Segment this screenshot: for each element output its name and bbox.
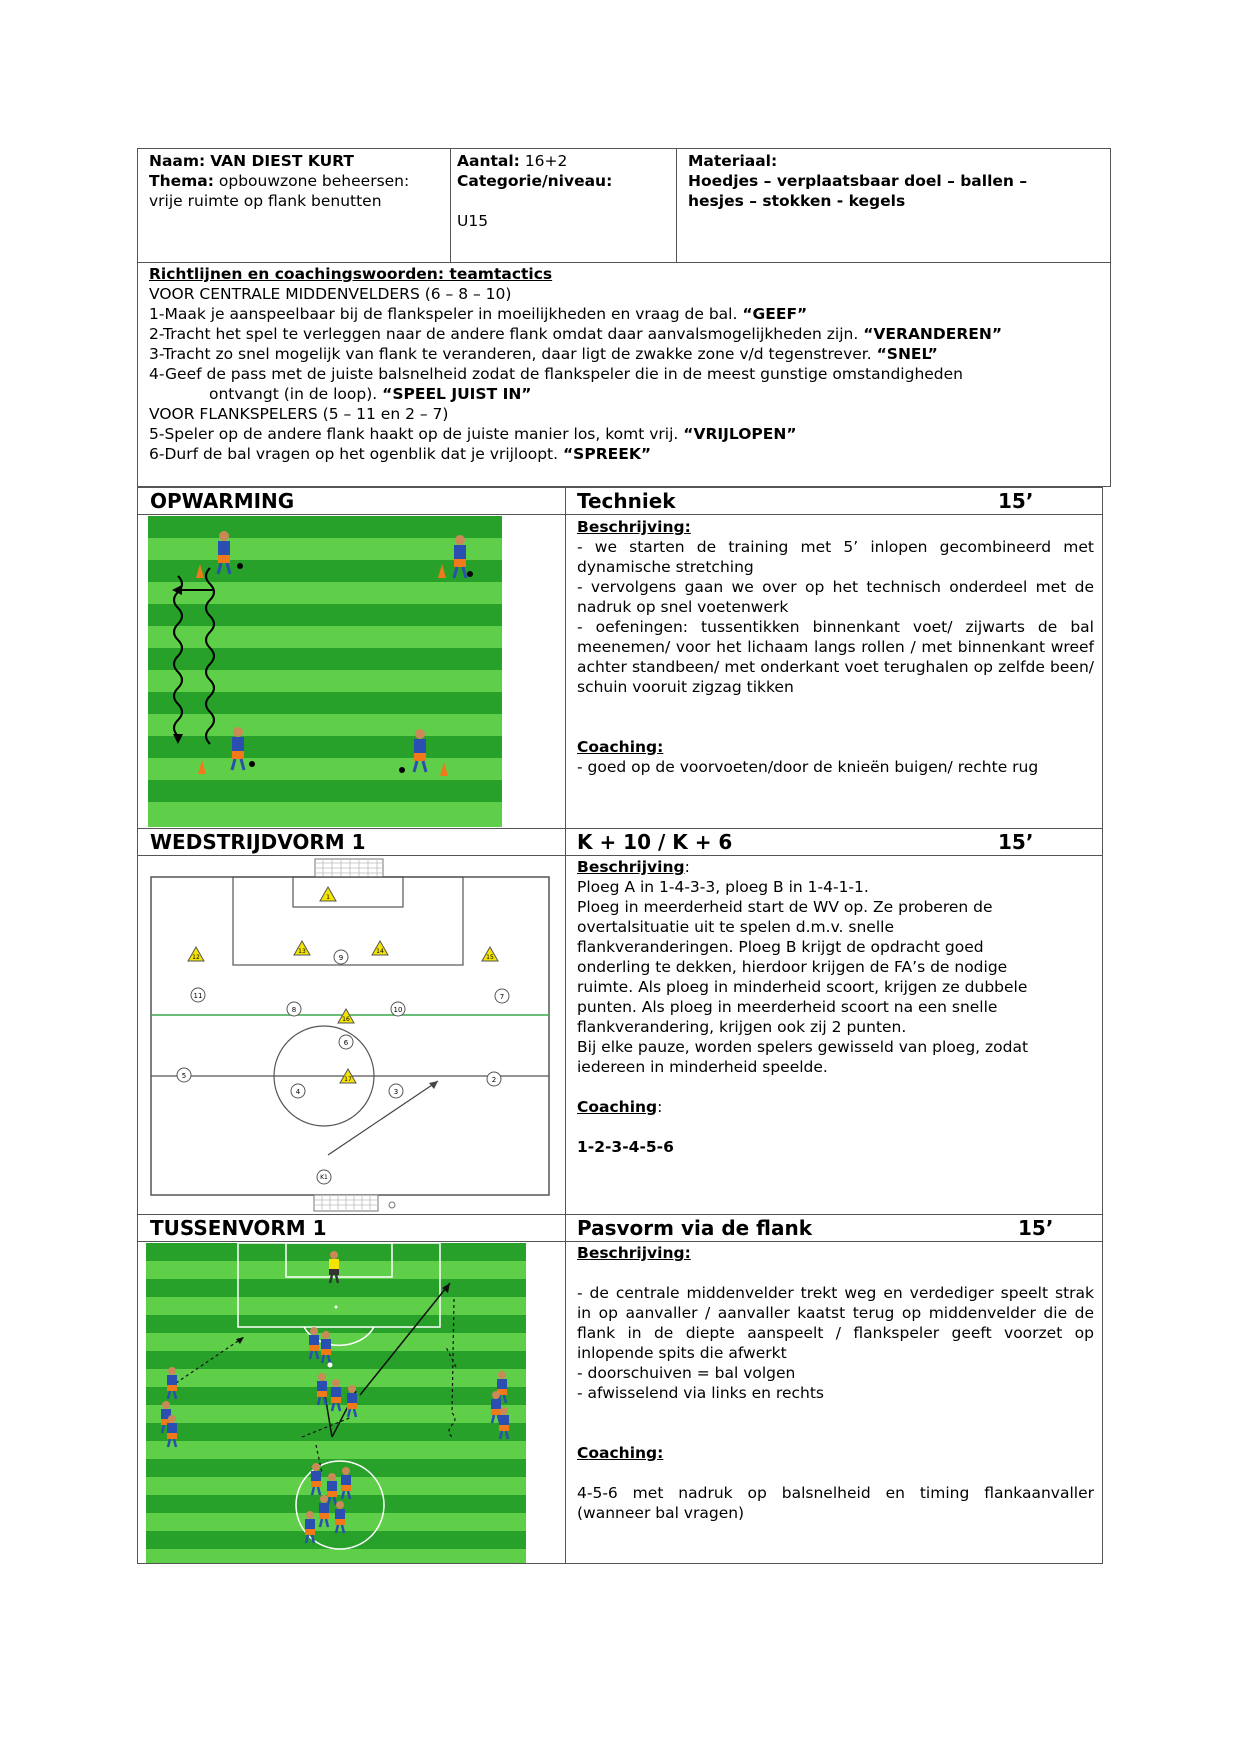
guideline-4a: 4-Geef de pass met de juiste balsnelheid zodat de flankspeler die in de meest gunstige omstandigheden	[149, 365, 963, 383]
thema-value-2: vrije ruimte op flank benutten	[149, 192, 382, 210]
section-1-coach: - goed op de voorvoeten/door de knieën buigen/ rechte rug	[577, 758, 1039, 776]
section-2-coach: 1-2-3-4-5-6	[577, 1138, 674, 1156]
team-a-player	[495, 989, 509, 1003]
row-line-2	[137, 828, 1103, 829]
section-3-desc-label: Beschrijving:	[577, 1244, 691, 1262]
section-3-subject: Pasvorm via de flank	[577, 1216, 813, 1240]
keyword-6: “SPREEK”	[563, 445, 652, 463]
guidelines-text	[149, 264, 1104, 464]
section-2-desc-1: Ploeg A in 1-4-3-3, ploeg B in 1-4-1-1.	[577, 878, 869, 896]
guideline-5: 5-Speler op de andere flank haakt op de juiste manier los, komt vrij.	[149, 425, 679, 443]
naam-value: VAN DIEST KURT	[210, 152, 354, 170]
section-2-duration: 15’	[998, 830, 1034, 854]
section-1-desc-1: - we starten de training met 5’ inlopen gecombineerd met dynamische stretching	[577, 538, 1094, 576]
guideline-2: 2-Tracht het spel te verleggen naar de andere flank omdat daar aanvalsmogelijkheden zijn.	[149, 325, 859, 343]
passing-diagram	[146, 1243, 526, 1563]
svg-text:3: 3	[393, 1088, 399, 1096]
grass-stripes	[148, 516, 502, 827]
svg-text:2: 2	[491, 1076, 497, 1084]
keyword-5: “VRIJLOPEN”	[683, 425, 797, 443]
guideline-3: 3-Tracht zo snel mogelijk van flank te veranderen, daar ligt de zwakke zone v/d tegenstrever.	[149, 345, 872, 363]
section-3-duration: 15’	[1018, 1216, 1054, 1240]
aantal-label: Aantal:	[457, 152, 520, 170]
svg-text:4: 4	[295, 1088, 301, 1096]
naam-label: Naam:	[149, 152, 206, 170]
ball-icon	[467, 571, 473, 577]
guideline-1: 1-Maak je aanspeelbaar bij de flankspeler in moeilijkheden en vraag de bal.	[149, 305, 738, 323]
team-a-goalkeeper	[317, 1170, 331, 1184]
section-1-coach-label: Coaching:	[577, 738, 664, 756]
aantal-value: 16+2	[524, 152, 568, 170]
svg-text:16: 16	[342, 1016, 350, 1023]
section-3-title: TUSSENVORM 1	[150, 1216, 327, 1240]
section-2-desc-label: Beschrijving	[577, 858, 685, 876]
ball-icon	[399, 767, 405, 773]
section-1-subject: Techniek	[577, 489, 676, 513]
materiaal-value-1: Hoedjes – verplaatsbaar doel – ballen –	[688, 172, 1028, 190]
section-2-subject: K + 10 / K + 6	[577, 830, 733, 854]
svg-text:6: 6	[343, 1039, 349, 1047]
materiaal-label: Materiaal:	[688, 152, 778, 170]
svg-text:K1: K1	[320, 1174, 328, 1181]
categorie-label: Categorie/niveau:	[457, 172, 613, 190]
team-a-player	[487, 1072, 501, 1086]
keyword-3: “SNEL”	[876, 345, 938, 363]
svg-text:10: 10	[393, 1006, 403, 1014]
svg-text:15: 15	[486, 954, 494, 961]
section-1-duration: 15’	[998, 489, 1034, 513]
section-3-desc-2: - doorschuiven = bal volgen	[577, 1364, 796, 1382]
row-line-5	[137, 1241, 1103, 1242]
match-diagram	[148, 857, 552, 1212]
section-2-text: Beschrijving: Ploeg A in 1-4-3-3, ploeg B in 1-4-1-1. Ploeg in meerderheid start de WV op. Ze proberen de overtalsituatie uit te spelen d.m.v. snelle flankveranderingen. Ploeg B krijgt de opdracht goed onderling te dekken, hierdoor krijgen de FA’s de nodige ruimte. Als ploeg in minderheid scoort, krijgen ze dubbele punten. Als ploeg in meerderheid scoort na een snelle flankverandering, krijgen ook zij 2 punten. Bij elke pauze, worden spelers gewisseld van ploeg, zodat iedereen in minderheid speelde. Coaching: 1-2-3-4-5-6	[577, 857, 1094, 1157]
section-3-coach-label: Coaching:	[577, 1444, 664, 1462]
section-2-desc-3: Bij elke pauze, worden spelers gewisseld van ploeg, zodat iedereen in minderheid speelde.	[577, 1038, 1029, 1076]
section-1-desc-label: Beschrijving:	[577, 518, 691, 536]
row-line-1	[137, 514, 1103, 515]
guidelines-group-1: VOOR CENTRALE MIDDENVELDERS (6 – 8 – 10)	[149, 285, 512, 303]
thema-label: Thema:	[149, 172, 214, 190]
team-a-player	[334, 950, 348, 964]
svg-text:1: 1	[326, 894, 330, 901]
guidelines-group-2: VOOR FLANKSPELERS (5 – 11 en 2 – 7)	[149, 405, 449, 423]
row-line-3	[137, 855, 1103, 856]
team-a-player	[389, 1084, 403, 1098]
team-a-player	[291, 1084, 305, 1098]
ball-icon	[249, 761, 255, 767]
team-a-player	[177, 1068, 191, 1082]
section-1-desc-2: - vervolgens gaan we over op het technisch onderdeel met de nadruk op snel voetenwerk	[577, 578, 1094, 616]
guideline-4b: ontvangt (in de loop).	[209, 385, 378, 403]
section-2-coach-label: Coaching	[577, 1098, 658, 1116]
materiaal-value-2: hesjes – stokken - kegels	[688, 192, 906, 210]
header-aantal-cell	[457, 151, 672, 231]
categorie-value: U15	[457, 212, 489, 230]
section-1-title: OPWARMING	[150, 489, 295, 513]
header-materiaal-cell	[688, 151, 1103, 211]
guideline-6: 6-Durf de bal vragen op het ogenblik dat je vrijloopt.	[149, 445, 559, 463]
section-2-title: WEDSTRIJDVORM 1	[150, 830, 366, 854]
header-divider-1	[450, 148, 451, 263]
section-2-desc-2: Ploeg in meerderheid start de WV op. Ze proberen de overtalsituatie uit te spelen d.m.v. snelle flankveranderingen. Ploeg B krijgt de opdracht goed onderling te dekken, hierdoor krijgen de FA’s de nodige ruimte. Als ploeg in minderheid scoort, krijgen ze dubbele punten. Als ploeg in meerderheid scoort na een snelle flankverandering, krijgen ook zij 2 punten.	[577, 898, 1028, 1036]
ball-icon	[328, 1363, 333, 1368]
team-a-player	[191, 988, 205, 1002]
keyword-4: “SPEEL JUIST IN”	[382, 385, 532, 403]
svg-text:9: 9	[338, 954, 344, 962]
section-1-text	[577, 517, 1094, 777]
section-3-desc-1: - de centrale middenvelder trekt weg en verdediger speelt strak in op aanvaller / aanvaller kaatst terug op middenvelder die de flank in de diepte aanspeelt / flankspeler geeft voorzet op inlopende spits die afwerkt	[577, 1284, 1094, 1362]
keyword-1: “GEEF”	[742, 305, 808, 323]
svg-text:14: 14	[376, 948, 384, 955]
section-3-coach: 4-5-6 met nadruk op balsnelheid en timing flankaanvaller (wanneer bal vragen)	[577, 1484, 1094, 1522]
team-a-player	[339, 1035, 353, 1049]
warmup-diagram	[148, 516, 502, 827]
svg-text:17: 17	[344, 1076, 352, 1083]
svg-text:12: 12	[192, 954, 200, 961]
team-a-player	[391, 1002, 405, 1016]
thema-value-1: opbouwzone beheersen:	[218, 172, 410, 190]
header-divider-2	[676, 148, 677, 263]
ball-icon	[237, 563, 243, 569]
header-naam-cell	[149, 151, 449, 211]
sections-column-divider	[565, 487, 566, 1564]
svg-text:11: 11	[193, 992, 203, 1000]
svg-text:5: 5	[181, 1072, 187, 1080]
svg-text:13: 13	[298, 948, 306, 955]
section-3-desc-3: - afwisselend via links en rechts	[577, 1384, 824, 1402]
section-1-desc-3: - oefeningen: tussentikken binnenkant voet/ zijwarts de bal meenemen/ voor het lichaam langs rollen / met binnenkant wreef achter standbeen/ met onderkant voet terughalen op zelfde been/ schuin vooruit zigzag tikken	[577, 618, 1094, 696]
section-3-text	[577, 1243, 1094, 1523]
svg-text:7: 7	[499, 993, 505, 1001]
svg-text:8: 8	[291, 1006, 297, 1014]
row-line-4	[137, 1214, 1103, 1215]
team-a-player	[287, 1002, 301, 1016]
keyword-2: “VERANDEREN”	[863, 325, 1003, 343]
guidelines-title: Richtlijnen en coachingswoorden: teamtactics	[149, 265, 553, 283]
